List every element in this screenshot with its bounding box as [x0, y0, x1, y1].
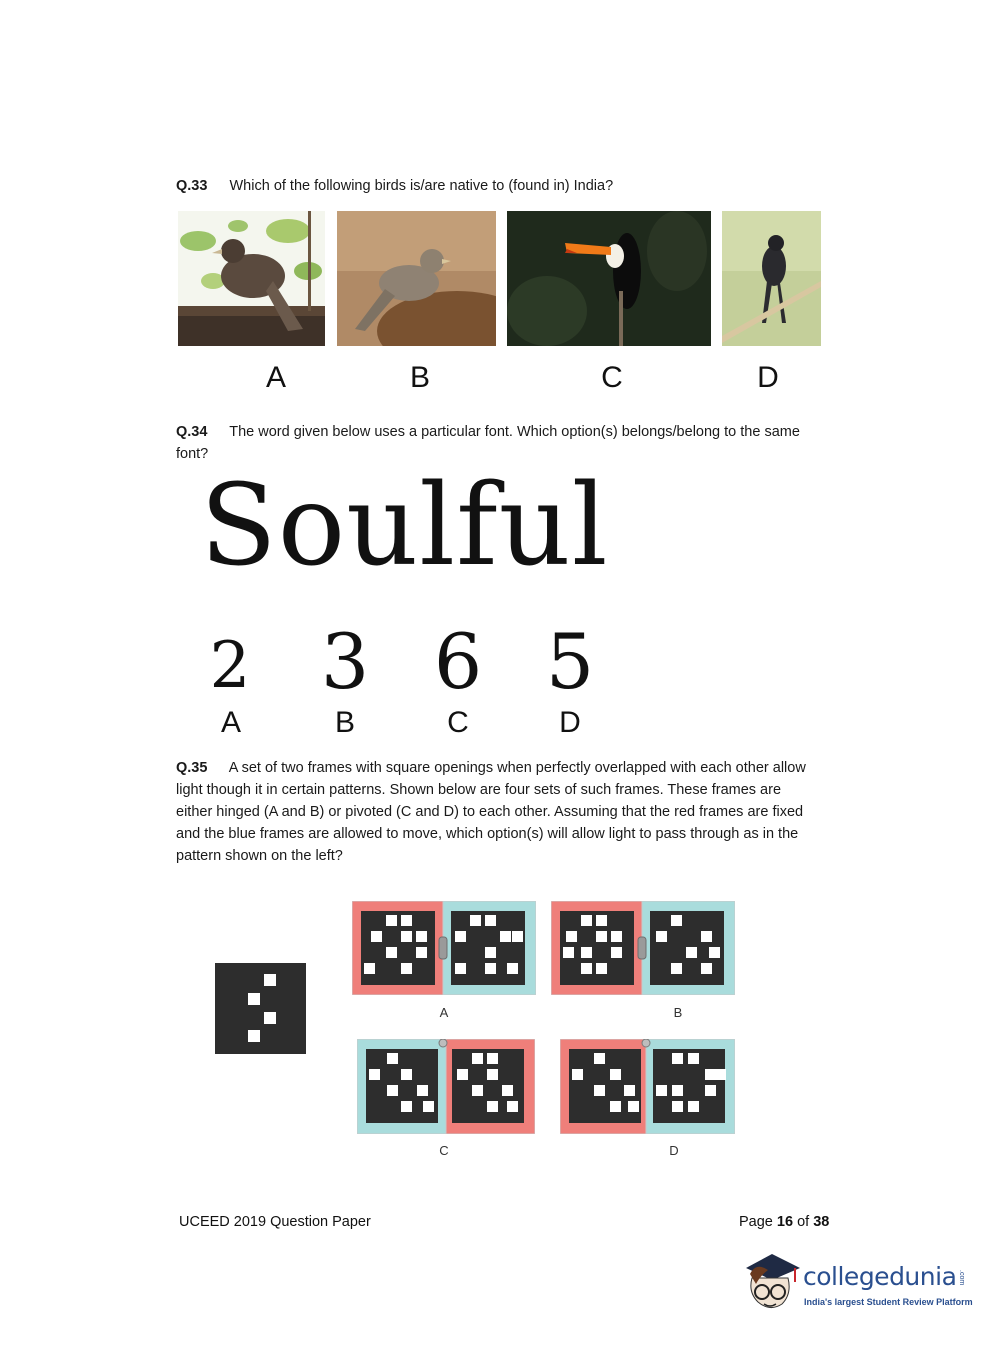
- q35-line-5: pattern shown on the left?: [176, 848, 343, 864]
- q33-option-c: C: [601, 361, 623, 394]
- q35-line-1: A set of two frames with square openings when perfectly overlapped with each other allow: [228, 760, 806, 776]
- q35-option-b: B: [673, 1005, 683, 1020]
- mascot-icon: [742, 1248, 802, 1316]
- q33-option-b: B: [409, 361, 430, 394]
- q33-text: Which of the following birds is/are native to (found in) India?: [229, 178, 614, 194]
- digit-option-d: 5: [545, 617, 595, 706]
- q33-question: [176, 175, 613, 197]
- q34-option-d: D: [559, 706, 581, 739]
- q35-option-a: A: [439, 1005, 449, 1020]
- digit-option-c: 6: [433, 617, 483, 706]
- digit-option-a: 2: [209, 629, 251, 703]
- collegedunia-logo: [742, 1248, 972, 1318]
- q35-line-4: and the blue frames are allowed to move, which option(s) will allow light to pass through as in the: [176, 826, 799, 842]
- q33-option-a: A: [265, 361, 286, 394]
- frame-set-a: [352, 901, 536, 995]
- q35-line-2: light though it in certain patterns. Shown below are four sets of such frames. These frames are: [176, 782, 782, 798]
- page-of: of: [793, 1214, 814, 1230]
- brand-tagline: India's largest Student Review Platform: [804, 1297, 973, 1307]
- page-prefix: Page: [739, 1214, 777, 1230]
- q34-number: Q.34: [176, 424, 208, 440]
- bird-photo-c: [507, 211, 711, 346]
- frame-set-d: [560, 1039, 735, 1134]
- footer-document-title: UCEED 2019 Question Paper: [179, 1214, 371, 1230]
- q35-line-3: either hinged (A and B) or pivoted (C and D) to each other. Assuming that the red frames are fixed: [176, 804, 804, 820]
- bird-photo-d: [722, 211, 821, 346]
- brand-suffix: .com: [958, 1270, 965, 1286]
- digit-option-b: 3: [320, 617, 370, 706]
- q35-option-d: D: [669, 1143, 679, 1158]
- page-current: 16: [776, 1214, 794, 1230]
- q34-option-b: B: [334, 706, 355, 739]
- q34-option-c: C: [447, 706, 469, 739]
- brand-name: collegedunia: [803, 1262, 957, 1291]
- q35-number: Q.35: [176, 760, 208, 776]
- frame-set-b: [551, 901, 735, 995]
- q33-option-d: D: [757, 361, 779, 394]
- q35-option-c: C: [439, 1143, 449, 1158]
- target-light-pattern: [215, 963, 306, 1054]
- sample-word: Soulful: [200, 461, 609, 591]
- q33-number: Q.33: [176, 178, 208, 194]
- q34-text-line2: font?: [176, 446, 209, 462]
- bird-photo-b: [337, 211, 496, 346]
- footer-page-number: [739, 1214, 829, 1230]
- bird-photo-a: [178, 211, 325, 346]
- q34-option-a: A: [220, 706, 241, 739]
- q35-question: [176, 757, 836, 867]
- q34-question: [176, 421, 826, 465]
- page-total: 38: [813, 1214, 830, 1230]
- frame-set-c: [357, 1039, 535, 1134]
- q34-text-line1: The word given below uses a particular font. Which option(s) belongs/belong to the same: [229, 424, 800, 440]
